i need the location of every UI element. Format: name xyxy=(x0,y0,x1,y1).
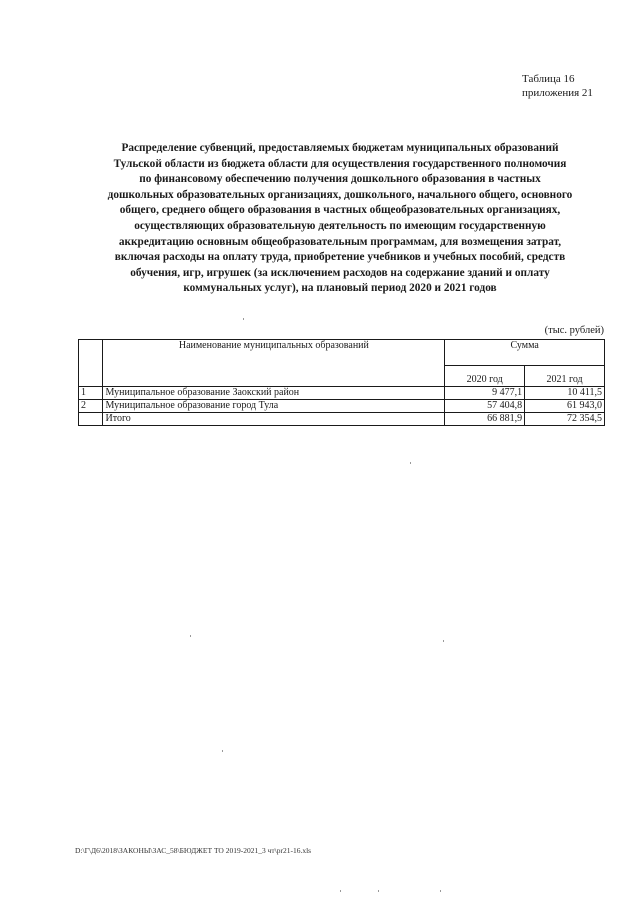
title-line: Тульской области из бюджета области для осуществления государственного полномочия xyxy=(113,157,567,170)
row-value-2021: 10 411,5 xyxy=(525,387,605,400)
scan-speck xyxy=(340,890,341,892)
title-line: Распределение субвенций, предоставляемых бюджетам муниципальных образований xyxy=(121,142,559,154)
row-value-2020: 57 404,8 xyxy=(445,400,525,413)
scan-speck xyxy=(190,635,191,637)
scan-speck xyxy=(443,640,444,642)
row-value-2021: 61 943,0 xyxy=(525,400,605,413)
total-label: Итого xyxy=(103,413,445,426)
table-header-row xyxy=(79,340,605,366)
scan-speck xyxy=(410,462,411,464)
title-line: осуществляющих образовательную деятельность по имеющим государственную xyxy=(134,219,546,232)
document-title xyxy=(60,141,620,297)
table-total-row xyxy=(79,413,605,426)
row-municipality: Муниципальное образование город Тула xyxy=(103,400,445,413)
row-value-2020: 9 477,1 xyxy=(445,387,525,400)
table-number: Таблица 16 xyxy=(522,73,575,85)
header-year-2021: 2021 год xyxy=(525,365,605,386)
units-label: (тыс. рублей) xyxy=(544,325,604,336)
subvention-table xyxy=(78,339,605,426)
title-line: по финансовому обеспечению получения дошкольного образования в частных xyxy=(139,173,541,186)
header-year-2020: 2020 год xyxy=(445,365,525,386)
total-value-2020: 66 881,9 xyxy=(445,413,525,426)
file-path-footer: D:\Г\Д6\2018\ЗАКОНЫ\ЗАС_58\БЮДЖЕТ ТО 2019-2021_3 чт\pr21-16.xls xyxy=(75,846,312,855)
header-number-cell xyxy=(79,340,103,387)
table-reference-note xyxy=(522,72,593,100)
total-value-2021: 72 354,5 xyxy=(525,413,605,426)
scan-speck xyxy=(243,318,244,320)
title-line: дошкольных образовательных организациях, дошкольного, начального общего, основного xyxy=(107,188,573,201)
scan-speck xyxy=(378,890,379,892)
total-number xyxy=(79,413,103,426)
title-line: общего, среднего общего образования в частных общеобразовательных организациях, xyxy=(119,204,561,217)
row-number: 1 xyxy=(79,387,103,400)
header-sum-cell: Сумма xyxy=(445,340,605,366)
title-line: обучения, игр, игрушек (за исключением расходов на содержание зданий и оплату xyxy=(130,266,550,279)
header-name-cell: Наименование муниципальных образований xyxy=(103,340,445,387)
table-row xyxy=(79,400,605,413)
appendix-reference: приложения 21 xyxy=(522,87,593,99)
title-line: коммунальных услуг), на плановый период 2020 и 2021 годов xyxy=(183,282,497,295)
title-line: включая расходы на оплату труда, приобретение учебников и учебных пособий, средств xyxy=(114,251,566,264)
row-municipality: Муниципальное образование Заокский район xyxy=(103,387,445,400)
scan-speck xyxy=(440,890,441,892)
title-line: аккредитацию основным общеобразовательным программам, для возмещения затрат, xyxy=(118,235,562,248)
row-number: 2 xyxy=(79,400,103,413)
scan-speck xyxy=(222,750,223,752)
table-row xyxy=(79,387,605,400)
